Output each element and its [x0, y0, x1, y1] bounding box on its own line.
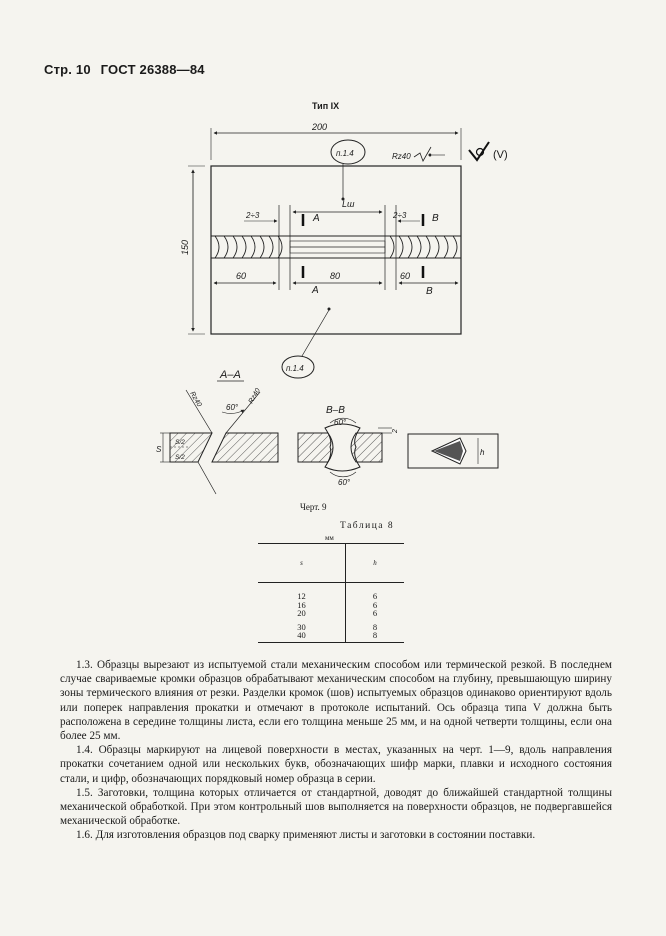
- s-thickness-label: S: [156, 445, 162, 454]
- section-a-top-label: А: [313, 213, 320, 224]
- groove-detail-drawing: [408, 434, 498, 468]
- angle-bb-bottom-label: 60°: [338, 478, 351, 487]
- col-header-s: s: [258, 544, 346, 583]
- cell-s: 30: [258, 618, 346, 632]
- paragraph-1-5: 1.5. Заготовки, толщина которых отличается от стандартной, доводят до ближайшей стандартной толщины механической обработкой. При этом контрольный шов выполняется на поверхности образцов, не подвергавшейся механической обработке.: [60, 786, 612, 828]
- table-header-row: [258, 544, 404, 583]
- rz-aa-right-label: Rz40: [247, 387, 262, 405]
- paragraph-1-4: 1.4. Образцы маркируют на лицевой поверхности в местах, указанных на черт. 1—9, вдоль направления прокатки сочетанием одной или нескольких букв, обозначающих шифр марки, плавки и исходного состояния стали, и цифр, обозначающих порядковый номер образца в серии.: [60, 744, 612, 785]
- table-row: [258, 583, 404, 601]
- plate-top-view: [211, 166, 461, 334]
- table-row: [258, 609, 404, 618]
- finish-mark-label: (V): [493, 149, 508, 161]
- section-aa-title: А–А: [220, 369, 241, 381]
- body-text: [60, 658, 612, 843]
- table-8: [258, 543, 404, 643]
- section-bb-title: В–В: [326, 405, 345, 416]
- dim-150-label: 150: [180, 239, 190, 255]
- figure-title: Тип IX: [312, 101, 340, 111]
- paragraph-1-3: 1.3. Образцы вырезают из испытуемой стали механическим способом или термической резкой. В последнем случае свариваемые кромки образцов обрабатывают механическим способом на глубину, превышающую ширину зоны термического влияния от резки. Разделки кромок (шов) испытуемых образцов одинаково ориентируют вдоль или поперек направления прокатки и отмечают в протоколе испытаний. Ось образца типа V должна быть расположена в середине толщины листа, если его толщина меньше 25 мм, и на одной четверти толщины, если она более 25 мм.: [60, 659, 612, 743]
- section-b-top-label: В: [432, 213, 439, 224]
- cell-h: 6: [372, 599, 378, 610]
- ref-top-label: п.1.4: [336, 149, 354, 158]
- table-row: [258, 631, 404, 642]
- dim-60-right-label: 60: [400, 271, 411, 281]
- s2-lower-label: S/2: [175, 454, 185, 461]
- section-b-bottom-label: В: [426, 286, 433, 297]
- rz-aa-left-label: Rz40: [188, 390, 203, 409]
- cell-h: 6: [372, 591, 378, 601]
- lsh-label: Lш: [342, 199, 355, 209]
- cell-s: 16: [258, 601, 346, 610]
- dim-2-3-left-label: 2÷3: [246, 211, 260, 220]
- cell-s: 40: [258, 631, 346, 642]
- rz-top-label: Rz40: [392, 152, 411, 161]
- angle-bb-top-label: 60°: [334, 418, 347, 427]
- cell-s: 20: [258, 609, 346, 618]
- cell-h: 8: [346, 631, 404, 642]
- dim-200-label: 200: [312, 122, 328, 132]
- cell-h: 8: [372, 621, 378, 632]
- table-row: [258, 618, 404, 632]
- finish-check-icon: [469, 142, 489, 160]
- s2-upper-label: S/2: [175, 439, 185, 446]
- paragraph-1-6: 1.6. Для изготовления образцов под сварку применяют листы и заготовки в состоянии поставки.: [76, 829, 536, 842]
- cell-h: 6: [372, 608, 378, 618]
- ref-bottom-label: п.1.4: [286, 364, 304, 373]
- dimension-150: [188, 166, 205, 334]
- dim-60-left-label: 60: [236, 271, 247, 281]
- h-dimension-label: h: [480, 448, 485, 457]
- standard-number: ГОСТ 26388—84: [100, 62, 205, 77]
- table-unit: мм: [325, 534, 334, 542]
- col-header-h: h: [346, 544, 404, 583]
- dim-2-label: 2: [392, 429, 399, 433]
- figure-caption: Черт. 9: [300, 502, 327, 512]
- dim-80-label: 80: [330, 271, 341, 281]
- angle-aa-label: 60°: [226, 403, 239, 412]
- section-a-bottom-label: А: [312, 285, 319, 296]
- roughness-mark-top: [414, 147, 431, 161]
- table-title: Таблица 8: [340, 521, 395, 531]
- page-number: Стр. 10: [44, 62, 91, 77]
- table-row: [258, 601, 404, 610]
- dim-2-3-right-label: 2÷3: [393, 211, 407, 220]
- cell-s: 12: [258, 583, 346, 601]
